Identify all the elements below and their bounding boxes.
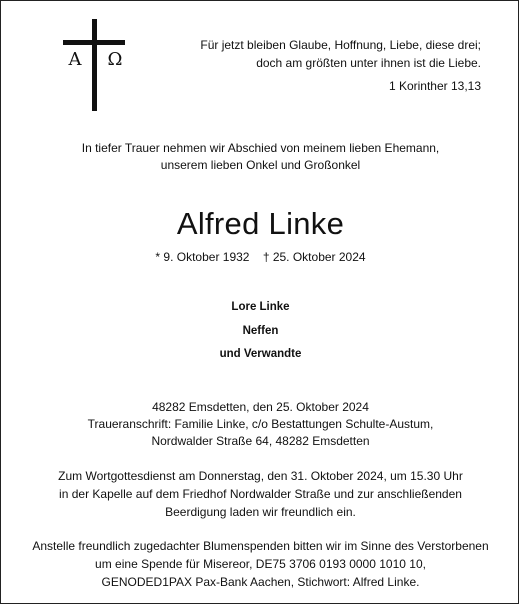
address-line: Nordwalder Straße 64, 48282 Emsdetten <box>151 434 370 448</box>
cross-vertical-bar <box>92 19 97 111</box>
intro-line: In tiefer Trauer nehmen wir Abschied von meinem lieben Ehemann, <box>81 141 440 155</box>
donation-line: Anstelle freundlich zugedachter Blumenspenden bitten wir im Sinne des Verstorbenen <box>32 539 489 553</box>
deceased-name: Alfred Linke <box>176 206 345 241</box>
service-line: in der Kapelle auf dem Friedhof Nordwalder Straße und zur anschließenden <box>59 487 462 501</box>
omega-letter: Ω <box>107 49 123 70</box>
mourner: Lore Linke <box>231 301 290 313</box>
address-line: 48282 Emsdetten, den 25. Oktober 2024 <box>152 400 369 414</box>
life-dates <box>1 250 519 264</box>
verse-line: Für jetzt bleiben Glaube, Hoffnung, Liebe, diese drei; <box>200 38 481 52</box>
intro-line: unserem lieben Onkel und Großonkel <box>160 158 361 172</box>
intro-text <box>1 140 519 174</box>
donation-line: GENODED1PAX Pax-Bank Aachen, Stichwort: Alfred Linke. <box>101 575 420 589</box>
mourners-list <box>1 301 519 372</box>
service-line: Beerdigung laden wir freundlich ein. <box>165 505 356 519</box>
bible-verse <box>151 37 481 72</box>
birth-date: * 9. Oktober 1932 <box>155 250 250 264</box>
verse-reference: 1 Korinther 13,13 <box>388 79 481 93</box>
alpha-letter: A <box>68 49 82 70</box>
service-line: Zum Wortgottesdienst am Donnerstag, den 31. Oktober 2024, um 15.30 Uhr <box>58 469 463 483</box>
cross-horizontal-bar <box>63 40 125 45</box>
verse-line: doch am größten unter ihnen ist die Liebe. <box>256 55 481 70</box>
donation-line: um eine Spende für Misereor, DE75 3706 0193 0000 1010 10, <box>95 557 426 571</box>
donation-info <box>1 537 519 591</box>
mourner: Neffen <box>242 324 279 337</box>
address-line: Traueranschrift: Familie Linke, c/o Bestattungen Schulte-Austum, <box>87 417 434 431</box>
service-info <box>1 467 519 521</box>
mourner: und Verwandte <box>219 348 302 360</box>
death-date: † 25. Oktober 2024 <box>262 250 366 264</box>
mourning-address <box>1 399 519 450</box>
cross-alpha-omega-icon <box>59 19 131 111</box>
